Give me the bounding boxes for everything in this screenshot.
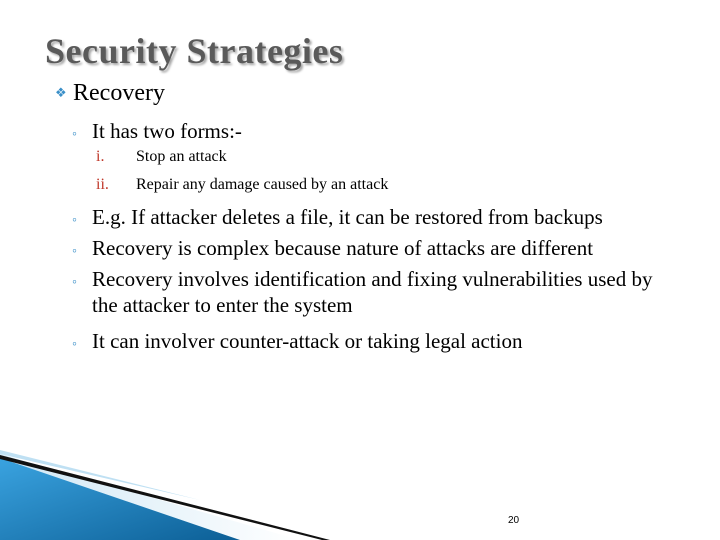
heading-text: Recovery [73,80,165,106]
bullet-point [72,204,692,230]
bullet-text: E.g. If attacker deletes a file, it can be restored from backups [92,205,603,229]
form-item [96,148,227,166]
bullet-text: It can involver counter-attack or taking legal action [92,329,523,353]
bullet-text: Recovery involves identification and fixing vulnerabilities used by the attacker to enter the system [92,267,653,317]
slide-title: Security Strategies [45,31,344,71]
form-text: Stop an attack [136,148,227,165]
circle-bullet-icon: ◦ [72,337,77,352]
bullet-point [72,235,692,261]
circle-bullet-icon: ◦ [72,275,77,290]
square-bullet-icon: ❖ [55,85,67,100]
bullet-forms-intro [72,118,692,144]
form-number: i. [96,148,105,165]
circle-bullet-icon: ◦ [72,127,77,142]
footer-decoration [0,440,720,540]
bullet-text: Recovery is complex because nature of attacks are different [92,236,594,260]
bullet-point [72,328,692,354]
form-item [96,176,388,194]
form-number: ii. [96,176,109,193]
form-text: Repair any damage caused by an attack [136,176,389,193]
circle-bullet-icon: ◦ [72,213,77,228]
heading-recovery [55,80,165,107]
circle-bullet-icon: ◦ [72,244,77,259]
bullet-text: It has two forms:- [92,119,242,143]
bullet-point [72,266,672,318]
page-number: 20 [508,515,520,526]
